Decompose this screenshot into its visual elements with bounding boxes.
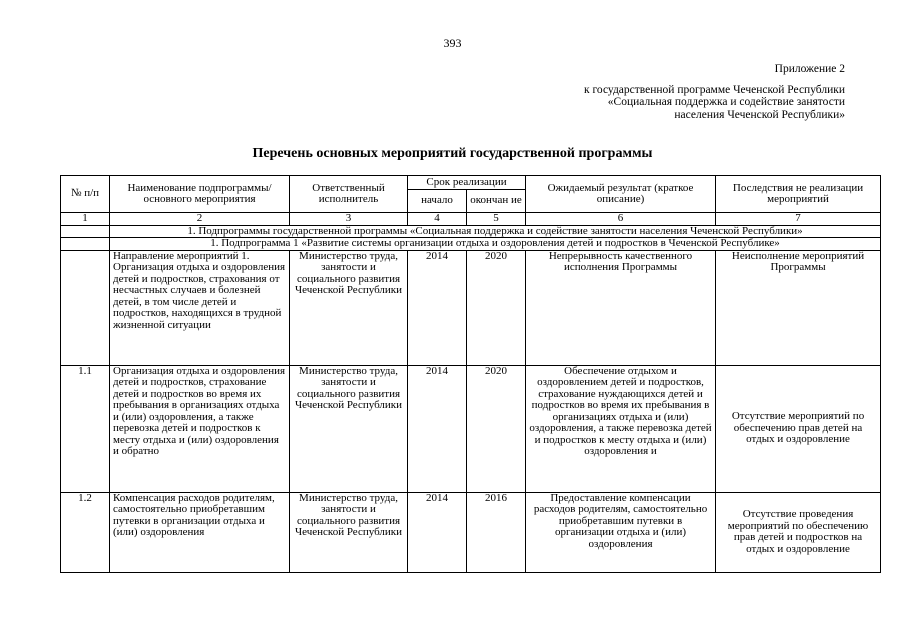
row-result: Обеспечение отдыхом и оздоровлением детей и подростков, страхование нуждающихся детей и подростков во время их пребывания в организациях отдыха и (или) оздоровления, а также перевозка детей и подростков к месту отдыха и (или) оздоровления и <box>526 365 716 492</box>
row-num: 1.2 <box>61 492 110 572</box>
row-end: 2020 <box>467 365 526 492</box>
column-number: 2 <box>110 213 290 226</box>
header-executor: Ответственный исполнитель <box>290 176 408 213</box>
page-number: 393 <box>443 36 462 50</box>
row-name: Организация отдыха и оздоровления детей и подростков, страхование детей и подростков во время их пребывания в организациях отдыха и (или) оздоровления, а также перевозка детей и подростков к месту отдыха и (или) оздоровления и обратно <box>110 365 290 492</box>
row-end: 2020 <box>467 250 526 365</box>
column-number: 7 <box>716 213 881 226</box>
header-consequences: Последствия не реализации мероприятий <box>716 176 881 213</box>
table-row <box>61 250 881 365</box>
header-row <box>61 176 881 190</box>
row-consequences: Отсутствие проведения мероприятий по обеспечению прав детей и подростков на отдых и оздоровление <box>716 492 881 572</box>
row-name: Компенсация расходов родителям, самостоятельно приобретавшим путевки в организации отдыха и (или) оздоровления <box>110 492 290 572</box>
section-row <box>61 225 881 238</box>
row-start: 2014 <box>408 492 467 572</box>
row-executor: Министерство труда, занятости и социального развития Чеченской Республики <box>290 365 408 492</box>
column-number-row <box>61 213 881 226</box>
appendix-line: «Социальная поддержка и содействие занятости <box>607 96 845 108</box>
column-number: 5 <box>467 213 526 226</box>
row-end: 2016 <box>467 492 526 572</box>
header-term: Срок реализации <box>408 176 526 190</box>
row-result: Непрерывность качественного исполнения Программы <box>526 250 716 365</box>
row-consequences: Отсутствие мероприятий по обеспечению прав детей на отдых и оздоровление <box>716 365 881 492</box>
row-result: Предоставление компенсации расходов родителям, самостоятельно приобретавшим путевки в организации отдыха и (или) оздоровления <box>526 492 716 572</box>
header-name: Наименование подпрограммы/ основного мероприятия <box>110 176 290 213</box>
appendix-block <box>584 63 845 121</box>
row-name: Направление мероприятий 1. Организация отдыха и оздоровления детей и подростков, страхования от несчастных случаев и болезней детей, в том числе детей и подростков, находящихся в трудной жизненной ситуации <box>110 250 290 365</box>
section-heading: 1. Подпрограммы государственной программы «Социальная поддержка и содействие занятости населения Чеченской Республики» <box>110 225 881 238</box>
section-row <box>61 238 881 251</box>
column-number: 6 <box>526 213 716 226</box>
row-consequences: Неисполнение мероприятий Программы <box>716 250 881 365</box>
column-number: 1 <box>61 213 110 226</box>
row-start: 2014 <box>408 365 467 492</box>
row-start: 2014 <box>408 250 467 365</box>
header-end: окончан ие <box>467 190 526 213</box>
row-num <box>61 250 110 365</box>
row-executor: Министерство труда, занятости и социального развития Чеченской Республики <box>290 492 408 572</box>
column-number: 4 <box>408 213 467 226</box>
header-start: начало <box>408 190 467 213</box>
table-row <box>61 365 881 492</box>
row-num: 1.1 <box>61 365 110 492</box>
document-title: Перечень основных мероприятий государственной программы <box>252 146 653 161</box>
subprogram-heading: 1. Подпрограмма 1 «Развитие системы организации отдыха и оздоровления детей и подростков в Чеченской Республике» <box>110 238 881 251</box>
appendix-title: Приложение 2 <box>774 63 845 75</box>
appendix-line: населения Чеченской Республики» <box>674 108 845 121</box>
appendix-line: к государственной программе Чеченской Республики <box>584 83 845 96</box>
header-num: № п/п <box>61 176 110 213</box>
column-number: 3 <box>290 213 408 226</box>
measures-table <box>60 175 881 573</box>
header-result: Ожидаемый результат (краткое описание) <box>526 176 716 213</box>
table-row <box>61 492 881 572</box>
row-executor: Министерство труда, занятости и социального развития Чеченской Республики <box>290 250 408 365</box>
